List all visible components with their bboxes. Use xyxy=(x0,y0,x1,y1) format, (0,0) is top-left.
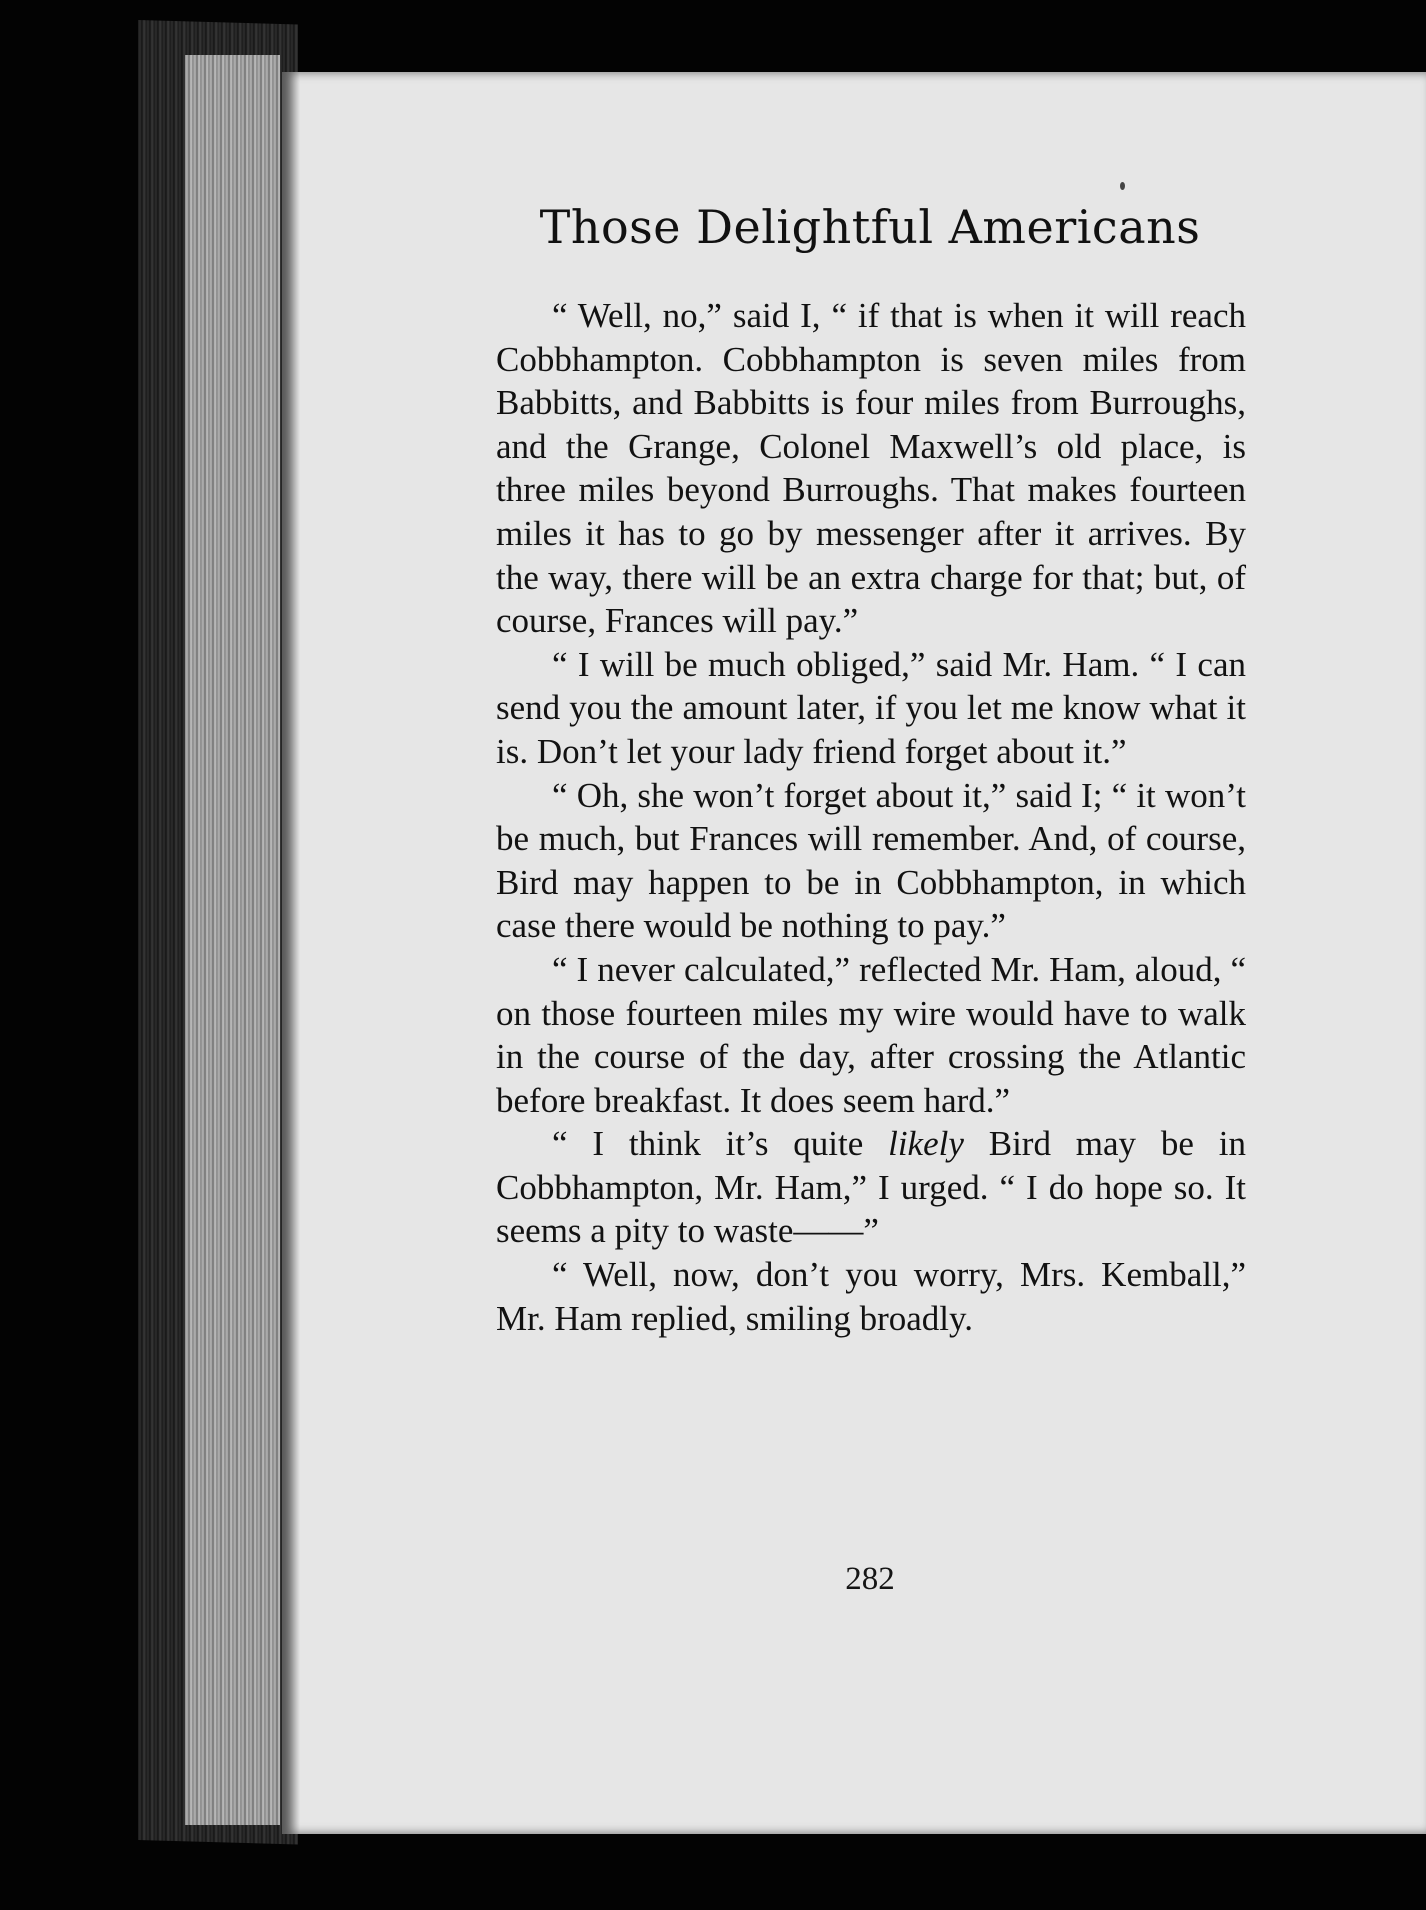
paragraph: “ Well, no,” said I, “ if that is when it will reach Cobbhampton. Cobbhampton is seven miles from Babbitts, and Babbitts is four miles from Burroughs, and the Grange, Colonel Maxwell’s old place, is three miles beyond Burroughs. That makes fourteen miles it has to go by messenger after it arrives. By the way, there will be an extra charge for that; but, of course, Frances will pay.” xyxy=(496,296,1246,641)
paragraph: “ Oh, she won’t forget about it,” said I; “ it won’t be much, but Frances will remember. And, of course, Bird may happen to be in Cobbhampton, in which case there would be nothing to pay.” xyxy=(496,775,1246,946)
page-gutter-shadow xyxy=(282,72,300,1834)
paragraph xyxy=(496,1122,1246,1253)
page-number: 282 xyxy=(845,1561,895,1597)
emphasis-text: likely xyxy=(888,1124,964,1164)
paragraph: “ I never calculated,” reflected Mr. Ham, aloud, “ on those fourteen miles my wire would have to walk in the course of the day, after crossing the Atlantic before breakfast. It does seem hard.” xyxy=(496,949,1246,1120)
running-head: Those Delightful Americans xyxy=(539,200,1201,254)
paragraph-text: Bird may be in Cobbhampton, Mr. Ham,” I urged. “ I do hope so. It seems a pity to waste——” xyxy=(496,1124,1246,1251)
body-text xyxy=(496,294,1246,1340)
paragraph: “ Well, now, don’t you worry, Mrs. Kemball,” Mr. Ham replied, smiling broadly. xyxy=(496,1255,1246,1338)
book-page-edges-highlight xyxy=(185,55,280,1825)
paragraph-text: “ I think it’s quite xyxy=(552,1124,889,1164)
paragraph: “ I will be much obliged,” said Mr. Ham. “ I can send you the amount later, if you let me know what it is. Don’t let your lady friend forget about it.” xyxy=(496,644,1246,771)
print-speck xyxy=(1120,182,1125,190)
